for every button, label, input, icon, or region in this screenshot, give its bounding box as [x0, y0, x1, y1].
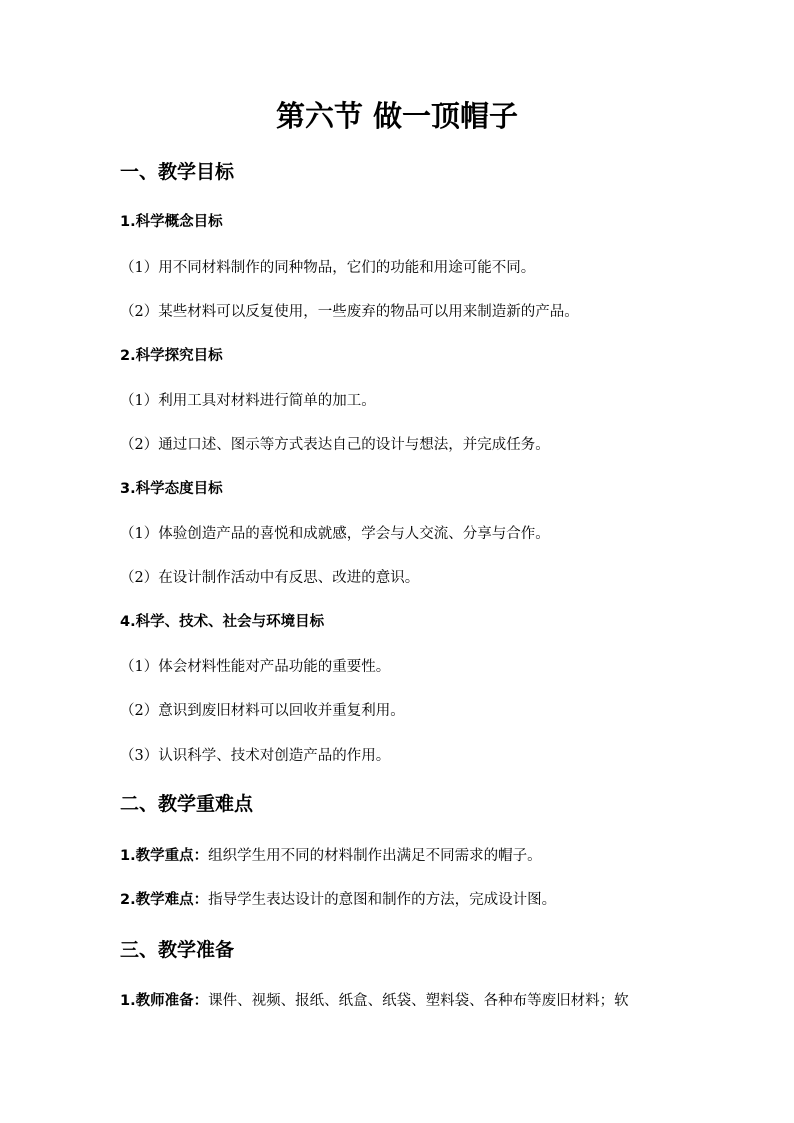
list-item: （2）某些材料可以反复使用，一些废弃的物品可以用来制造新的产品。 [120, 304, 579, 320]
list-item: （2）在设计制作活动中有反思、改进的意识。 [120, 570, 420, 586]
difficult-point-row [120, 889, 556, 911]
difficult-point-text: 指导学生表达设计的意图和制作的方法，完成设计图。 [208, 892, 557, 908]
page-title: 第六节 做一顶帽子 [275, 99, 519, 133]
teacher-preparation-label: 1.教师准备： [120, 993, 209, 1009]
list-item: （1）体会材料性能对产品功能的重要性。 [120, 659, 391, 675]
subsection-heading-inquiry: 2.科学探究目标 [120, 348, 223, 364]
key-point-text: 组织学生用不同的材料制作出满足不同需求的帽子。 [208, 848, 542, 864]
section-heading-key-points: 二、教学重难点 [120, 793, 254, 815]
teacher-preparation-row [120, 990, 629, 1012]
section-heading-preparation: 三、教学准备 [120, 939, 235, 961]
section-heading-objectives: 一、教学目标 [120, 161, 235, 183]
list-item: （1）利用工具对材料进行简单的加工。 [120, 393, 376, 409]
list-item: （1）用不同材料制作的同种物品，它们的功能和用途可能不同。 [120, 260, 536, 276]
list-item: （1）体验创造产品的喜悦和成就感，学会与人交流、分享与合作。 [120, 526, 550, 542]
difficult-point-label: 2.教学难点： [120, 892, 209, 908]
subsection-heading-concept: 1.科学概念目标 [120, 214, 223, 230]
key-point-label: 1.教学重点： [120, 848, 209, 864]
key-point-row [120, 845, 542, 867]
subsection-heading-stse: 4.科学、技术、社会与环境目标 [120, 614, 325, 630]
teacher-preparation-text: 课件、视频、报纸、纸盒、纸袋、塑料袋、各种布等废旧材料；软 [208, 993, 629, 1009]
subsection-heading-attitude: 3.科学态度目标 [120, 481, 223, 497]
list-item: （3）认识科学、技术对创造产品的作用。 [120, 748, 391, 764]
list-item: （2）通过口述、图示等方式表达自己的设计与想法，并完成任务。 [120, 437, 550, 453]
list-item: （2）意识到废旧材料可以回收并重复利用。 [120, 703, 405, 719]
